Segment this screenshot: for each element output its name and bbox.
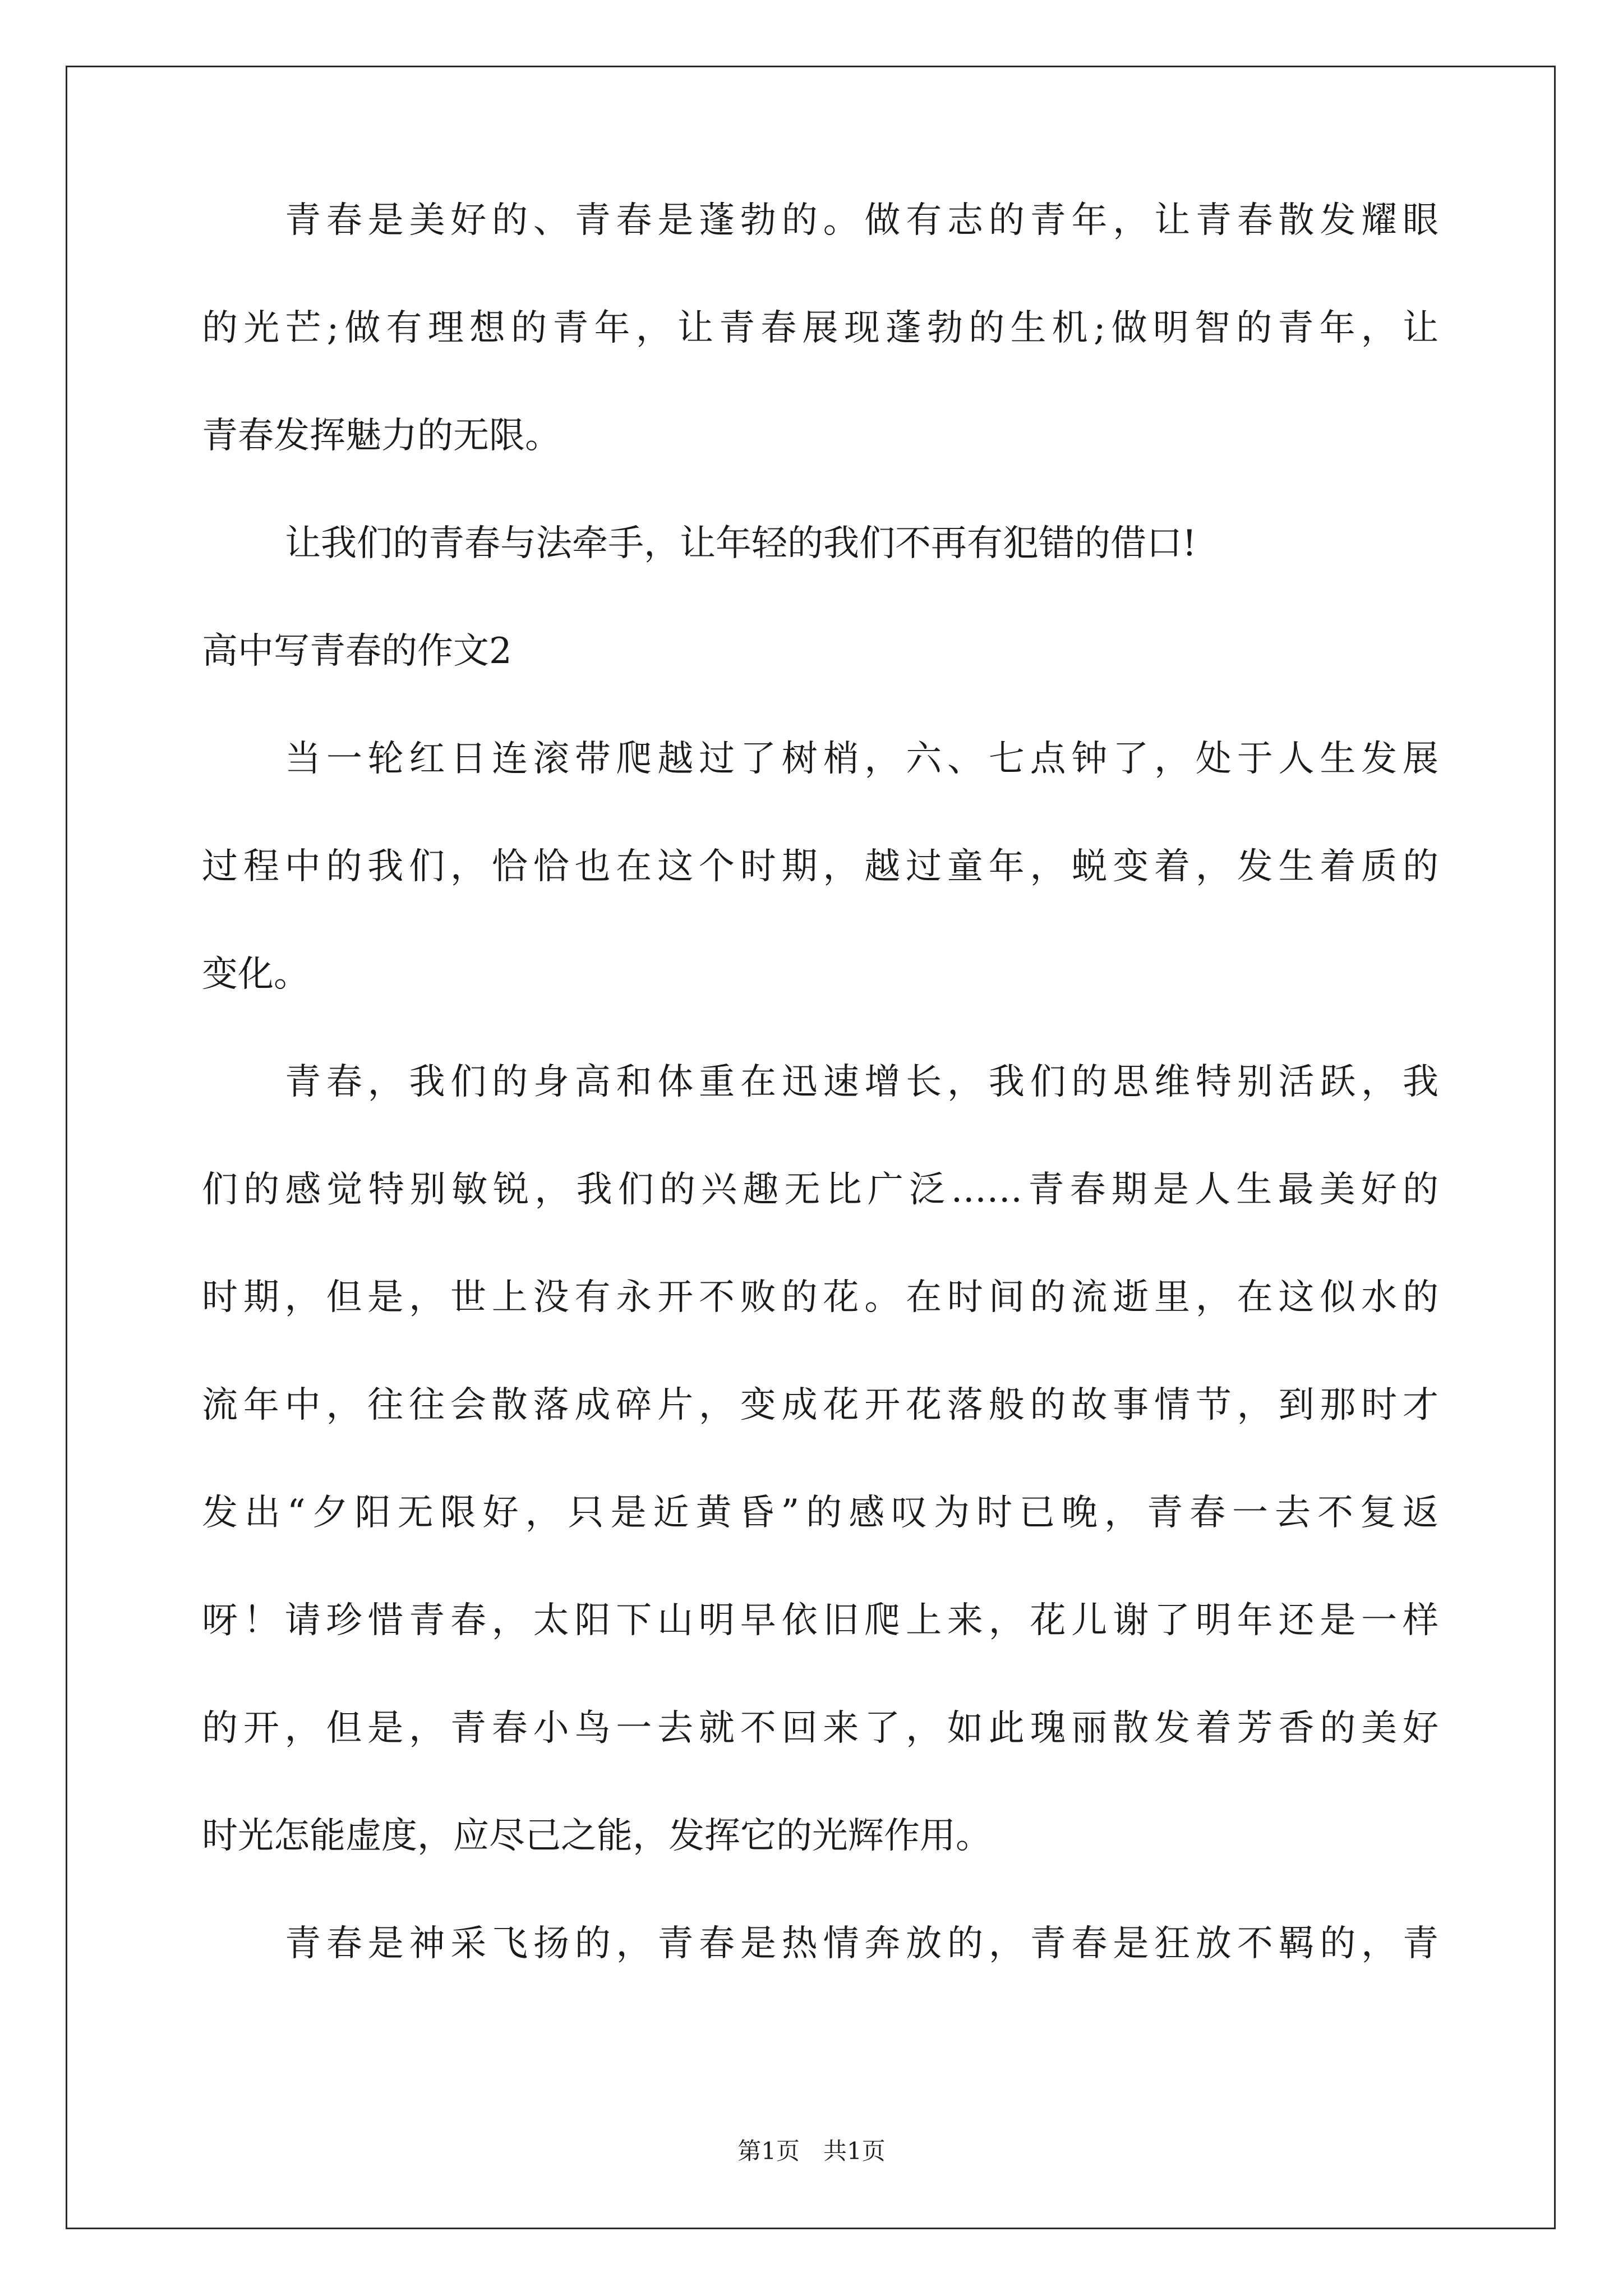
paragraph-line: 青春发挥魅力的无限。: [202, 415, 561, 457]
paragraph-line: 过程中的我们，恰恰也在这个时期，越过童年，蜕变着，发生着质的: [202, 846, 1438, 887]
paragraph-line: 青春是神采飞扬的，青春是热情奔放的，青春是狂放不羁的，青: [285, 1923, 1438, 1964]
paragraph-line: 们的感觉特别敏锐，我们的兴趣无比广泛……青春期是人生最美好的: [202, 1169, 1438, 1211]
section-heading: 高中写青春的作文2: [202, 631, 512, 672]
paragraph-line: 青春，我们的身高和体重在迅速增长，我们的思维特别活跃，我: [285, 1061, 1438, 1103]
paragraph-line: 的光芒;做有理想的青年，让青春展现蓬勃的生机;做明智的青年，让: [202, 307, 1438, 349]
paragraph-line: 呀！请珍惜青春，太阳下山明早依旧爬上来，花儿谢了明年还是一样: [202, 1600, 1438, 1641]
paragraph-line: 当一轮红日连滚带爬越过了树梢，六、七点钟了，处于人生发展: [285, 738, 1438, 780]
paragraph-line: 流年中，往往会散落成碎片，变成花开花落般的故事情节，到那时才: [202, 1384, 1438, 1426]
paragraph-line: 时光怎能虚度，应尽己之能，发挥它的光辉作用。: [202, 1815, 992, 1857]
paragraph-line: 的开，但是，青春小鸟一去就不回来了，如此瑰丽散发着芳香的美好: [202, 1708, 1438, 1749]
paragraph-line: 时期，但是，世上没有永开不败的花。在时间的流逝里，在这似水的: [202, 1277, 1438, 1318]
paragraph-line: 青春是美好的、青春是蓬勃的。做有志的青年，让青春散发耀眼: [285, 200, 1438, 241]
paragraph-line: 发出“夕阳无限好，只是近黄昏”的感叹为时已晚，青春一去不复返: [202, 1492, 1438, 1534]
paragraph-line: 让我们的青春与法牵手，让年轻的我们不再有犯错的借口!: [285, 523, 1197, 564]
page-number-footer: 第1页 共1页: [737, 2137, 886, 2165]
page-border: [66, 66, 1556, 2229]
paragraph-line: 变化。: [202, 954, 310, 995]
